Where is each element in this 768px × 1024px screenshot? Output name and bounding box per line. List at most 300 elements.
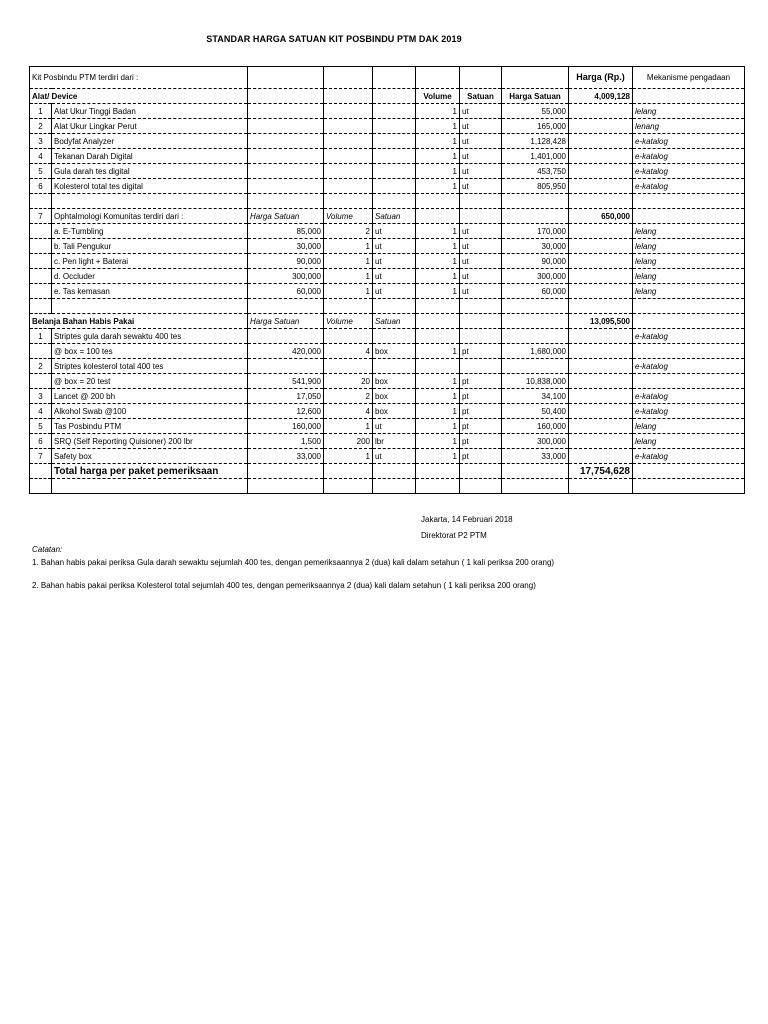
cell [52,299,248,314]
cell [416,314,460,329]
unit: pt [460,434,502,449]
price: 1,128,428 [502,134,569,149]
unit-price: 12,600 [248,404,324,419]
mechanism: e-katalog [633,359,745,374]
cell [373,164,416,179]
cell [633,194,745,209]
group-row [30,314,745,329]
cell [248,104,324,119]
cell [633,314,745,329]
cell [30,239,52,254]
cell [373,464,416,479]
col-satuan: Satuan [373,209,416,224]
volume: 1 [416,149,460,164]
cell [569,104,633,119]
qty: 1 [324,284,373,299]
mechanism: lelang [633,269,745,284]
price: 10,838,000 [502,374,569,389]
price: 55,000 [502,104,569,119]
volume: 1 [416,419,460,434]
cell [569,179,633,194]
cell [373,149,416,164]
col-harga-satuan: Harga Satuan [248,209,324,224]
unit-price [248,359,324,374]
cell [569,194,633,209]
volume: 1 [416,284,460,299]
material-row [30,344,745,359]
item-name: Safety box [52,449,248,464]
satuan-header: Satuan [460,89,502,104]
cell [502,464,569,479]
item-name: SRQ (Self Reporting Quisioner) 200 lbr [52,434,248,449]
device-row [30,134,745,149]
group-label: Belanja Bahan Habis Pakai [30,314,248,329]
unit-price: 30,000 [248,239,324,254]
device-row [30,164,745,179]
device-row [30,149,745,164]
mechanism: e-katalog [633,329,745,344]
cell [569,269,633,284]
volume: 1 [416,374,460,389]
cell [324,164,373,179]
volume: 1 [416,344,460,359]
cell [324,299,373,314]
cell [373,299,416,314]
unit: pt [460,449,502,464]
row-number: 1 [30,329,52,344]
cell [633,464,745,479]
cell [416,299,460,314]
spacer-row [30,194,745,209]
mechanism: e-katalog [633,149,745,164]
mechanism: e-katalog [633,389,745,404]
col-harga-satuan: Harga Satuan [248,314,324,329]
item-name: Tekanan Darah Digital [52,149,248,164]
material-row [30,449,745,464]
row-number: 5 [30,419,52,434]
unit-price: 17,050 [248,389,324,404]
qty: 1 [324,254,373,269]
mechanism: e-katalog [633,134,745,149]
row-number: 4 [30,404,52,419]
cell [460,479,502,494]
grand-total-label: Total harga per paket pemeriksaan [52,464,248,479]
cell [569,389,633,404]
material-row [30,404,745,419]
unit: ut [460,149,502,164]
kit-label: Kit Posbindu PTM terdiri dari : [30,67,248,89]
unit-price: 420,000 [248,344,324,359]
cell [30,464,52,479]
volume: 1 [416,224,460,239]
volume: 1 [416,254,460,269]
cell [248,179,324,194]
footer-place-date: Jakarta, 14 Februari 2018 [421,515,513,524]
note-item-2: 2. Bahan habis pakai periksa Kolesterol total sejumlah 400 tes, dengan pemeriksaannya 2 (dua) kali dalam setahun ( 1 kali periksa 200 orang) [32,581,536,590]
qty-unit: ut [373,449,416,464]
mechanism: lelang [633,104,745,119]
cell [633,299,745,314]
qty: 20 [324,374,373,389]
notes-section [32,544,642,603]
mechanism: e-katalog [633,179,745,194]
cell [569,449,633,464]
cell [248,134,324,149]
cell [502,479,569,494]
group-row [30,209,745,224]
cell [248,89,324,104]
qty-unit: box [373,389,416,404]
item-name: Alat Ukur Tinggi Badan [52,104,248,119]
total-row [30,464,745,479]
cell [324,104,373,119]
material-row [30,419,745,434]
qty-unit: ut [373,419,416,434]
cell [460,194,502,209]
unit: ut [460,164,502,179]
cell [569,164,633,179]
cell [373,67,416,89]
price: 1,680,000 [502,344,569,359]
mechanism: e-katalog [633,404,745,419]
cell [324,119,373,134]
qty: 4 [324,404,373,419]
row-number: 1 [30,104,52,119]
unit [460,359,502,374]
cell [569,329,633,344]
volume: 1 [416,104,460,119]
item-name: Alkohol Swab @100 [52,404,248,419]
cell [248,194,324,209]
unit-price: 300,000 [248,269,324,284]
cell [324,134,373,149]
col-volume: Volume [324,314,373,329]
cell [373,89,416,104]
row-number: 4 [30,149,52,164]
qty: 4 [324,344,373,359]
mechanism: e-katalog [633,449,745,464]
cell [416,479,460,494]
item-name: Striptes kolesterol total 400 tes [52,359,248,374]
cell [373,104,416,119]
row-number: 5 [30,164,52,179]
cell [248,119,324,134]
unit: pt [460,374,502,389]
cell [460,299,502,314]
col-volume: Volume [324,209,373,224]
price: 50,400 [502,404,569,419]
cell [569,374,633,389]
volume: 1 [416,434,460,449]
cell [373,134,416,149]
row-number: 6 [30,434,52,449]
cell [248,299,324,314]
cell [502,194,569,209]
cell [324,67,373,89]
qty-unit: ut [373,269,416,284]
cell [248,67,324,89]
qty [324,359,373,374]
volume-header: Volume [416,89,460,104]
cell [416,464,460,479]
row-number: 3 [30,389,52,404]
cell [416,194,460,209]
cell [460,464,502,479]
cell [373,479,416,494]
unit-price: 1,500 [248,434,324,449]
cell [633,479,745,494]
unit: ut [460,239,502,254]
unit: ut [460,104,502,119]
item-name: Bodyfat Analyzer [52,134,248,149]
row-number [30,344,52,359]
qty-unit: ut [373,239,416,254]
cell [633,89,745,104]
cell [30,269,52,284]
cell [52,194,248,209]
volume: 1 [416,119,460,134]
unit: pt [460,344,502,359]
material-row [30,359,745,374]
qty: 2 [324,389,373,404]
volume: 1 [416,404,460,419]
spacer-row [30,299,745,314]
sub-item-row [30,269,745,284]
cell [52,479,248,494]
qty-unit: box [373,344,416,359]
unit-price [248,329,324,344]
item-name: e. Tas kemasan [52,284,248,299]
material-row [30,374,745,389]
cell [373,119,416,134]
row-number: 6 [30,179,52,194]
price: 30,000 [502,239,569,254]
price: 1,401,000 [502,149,569,164]
price: 300,000 [502,269,569,284]
sub-item-row [30,239,745,254]
volume [416,329,460,344]
cell [569,359,633,374]
mechanism [633,344,745,359]
document-title: STANDAR HARGA SATUAN KIT POSBINDU PTM DAK 2019 [206,34,462,44]
cell [460,209,502,224]
cell [569,254,633,269]
unit-price: 160,000 [248,419,324,434]
cell [373,179,416,194]
cell [460,67,502,89]
mechanism: lelang [633,239,745,254]
qty-unit: lbr [373,434,416,449]
group-total: 13,095,500 [569,314,633,329]
qty: 1 [324,269,373,284]
volume: 1 [416,449,460,464]
col-satuan: Satuan [373,314,416,329]
unit-price: 541,900 [248,374,324,389]
cell [569,119,633,134]
cell [502,299,569,314]
unit-price: 60,000 [248,284,324,299]
footer-office: Direktorat P2 PTM [421,531,487,540]
cell [569,344,633,359]
group-total: 650,000 [569,209,633,224]
cell [30,194,52,209]
cell [248,479,324,494]
price: 453,750 [502,164,569,179]
spacer-row [30,479,745,494]
cell [416,209,460,224]
mekanisme-header: Mekanisme pengadaan [633,67,745,89]
mechanism [633,374,745,389]
unit: ut [460,284,502,299]
cell [569,434,633,449]
cell [30,479,52,494]
item-name: d. Occluder [52,269,248,284]
cell [30,299,52,314]
cell [633,209,745,224]
device-row [30,179,745,194]
unit: ut [460,179,502,194]
qty: 2 [324,224,373,239]
qty [324,329,373,344]
cell [324,464,373,479]
harga-header: Harga (Rp.) [569,67,633,89]
cell [569,419,633,434]
cell [569,149,633,164]
material-row [30,329,745,344]
volume: 1 [416,164,460,179]
cell [416,67,460,89]
qty: 200 [324,434,373,449]
price: 90,000 [502,254,569,269]
sub-item-row [30,224,745,239]
cell [324,89,373,104]
cell [324,179,373,194]
alat-total: 4,009,128 [569,89,633,104]
price: 300,000 [502,434,569,449]
cell [324,149,373,164]
unit: pt [460,404,502,419]
mechanism: lelang [633,254,745,269]
cell [569,224,633,239]
note-item-1: 1. Bahan habis pakai periksa Gula darah sewaktu sejumlah 400 tes, dengan pemeriksaannya 2 (dua) kali dalam setahun ( 1 kali periksa 200 orang) [32,558,555,567]
cell [248,149,324,164]
row-number: 2 [30,119,52,134]
volume: 1 [416,134,460,149]
volume: 1 [416,269,460,284]
cell [324,194,373,209]
mechanism: lelang [633,434,745,449]
volume: 1 [416,179,460,194]
price [502,359,569,374]
cell [569,299,633,314]
mechanism: lenang [633,119,745,134]
material-row [30,389,745,404]
unit: ut [460,119,502,134]
cell [569,239,633,254]
unit-price: 33,000 [248,449,324,464]
mechanism: lelang [633,419,745,434]
price: 34,100 [502,389,569,404]
row-number: 7 [30,449,52,464]
device-row [30,104,745,119]
mechanism: e-katalog [633,164,745,179]
harga-satuan-header: Harga Satuan [502,89,569,104]
cell [569,284,633,299]
cell [324,479,373,494]
price: 165,000 [502,119,569,134]
price: 160,000 [502,419,569,434]
row-number [30,374,52,389]
row-number: 3 [30,134,52,149]
cell [30,254,52,269]
mechanism: lelang [633,224,745,239]
unit: ut [460,134,502,149]
item-name: Kolesterol total tes digital [52,179,248,194]
notes-caption: Catatan: [32,545,63,554]
cell [569,479,633,494]
cell [502,209,569,224]
item-name: a. E-Tumbling [52,224,248,239]
cell [502,314,569,329]
qty-unit: ut [373,224,416,239]
volume: 1 [416,239,460,254]
volume: 1 [416,389,460,404]
qty-unit: box [373,404,416,419]
cell [30,284,52,299]
unit [460,329,502,344]
row-number: 7 [30,209,52,224]
cell [373,194,416,209]
qty-unit [373,359,416,374]
item-name: Gula darah tes digital [52,164,248,179]
cell [248,164,324,179]
cell [502,67,569,89]
volume [416,359,460,374]
device-row [30,119,745,134]
qty: 1 [324,419,373,434]
item-name: Striptes gula darah sewaktu 400 tes [52,329,248,344]
material-row [30,434,745,449]
price-table [29,66,745,494]
unit-price: 90,000 [248,254,324,269]
qty: 1 [324,449,373,464]
alat-header: Alat/ Device [30,89,248,104]
qty-unit: box [373,374,416,389]
qty-unit: ut [373,254,416,269]
price: 170,000 [502,224,569,239]
item-name: c. Pen light + Baterai [52,254,248,269]
unit: pt [460,419,502,434]
price [502,329,569,344]
qty-unit [373,329,416,344]
row-number: 2 [30,359,52,374]
unit: pt [460,389,502,404]
price: 805,950 [502,179,569,194]
cell [460,314,502,329]
mechanism: lelang [633,284,745,299]
price: 33,000 [502,449,569,464]
qty: 1 [324,239,373,254]
cell [248,464,324,479]
price: 60,000 [502,284,569,299]
unit: ut [460,254,502,269]
qty-unit: ut [373,284,416,299]
item-name: Alat Ukur Lingkar Perut [52,119,248,134]
sub-item-row [30,284,745,299]
unit: ut [460,224,502,239]
cell [569,404,633,419]
group-label: Ophtalmologi Komunitas terdiri dari : [52,209,248,224]
